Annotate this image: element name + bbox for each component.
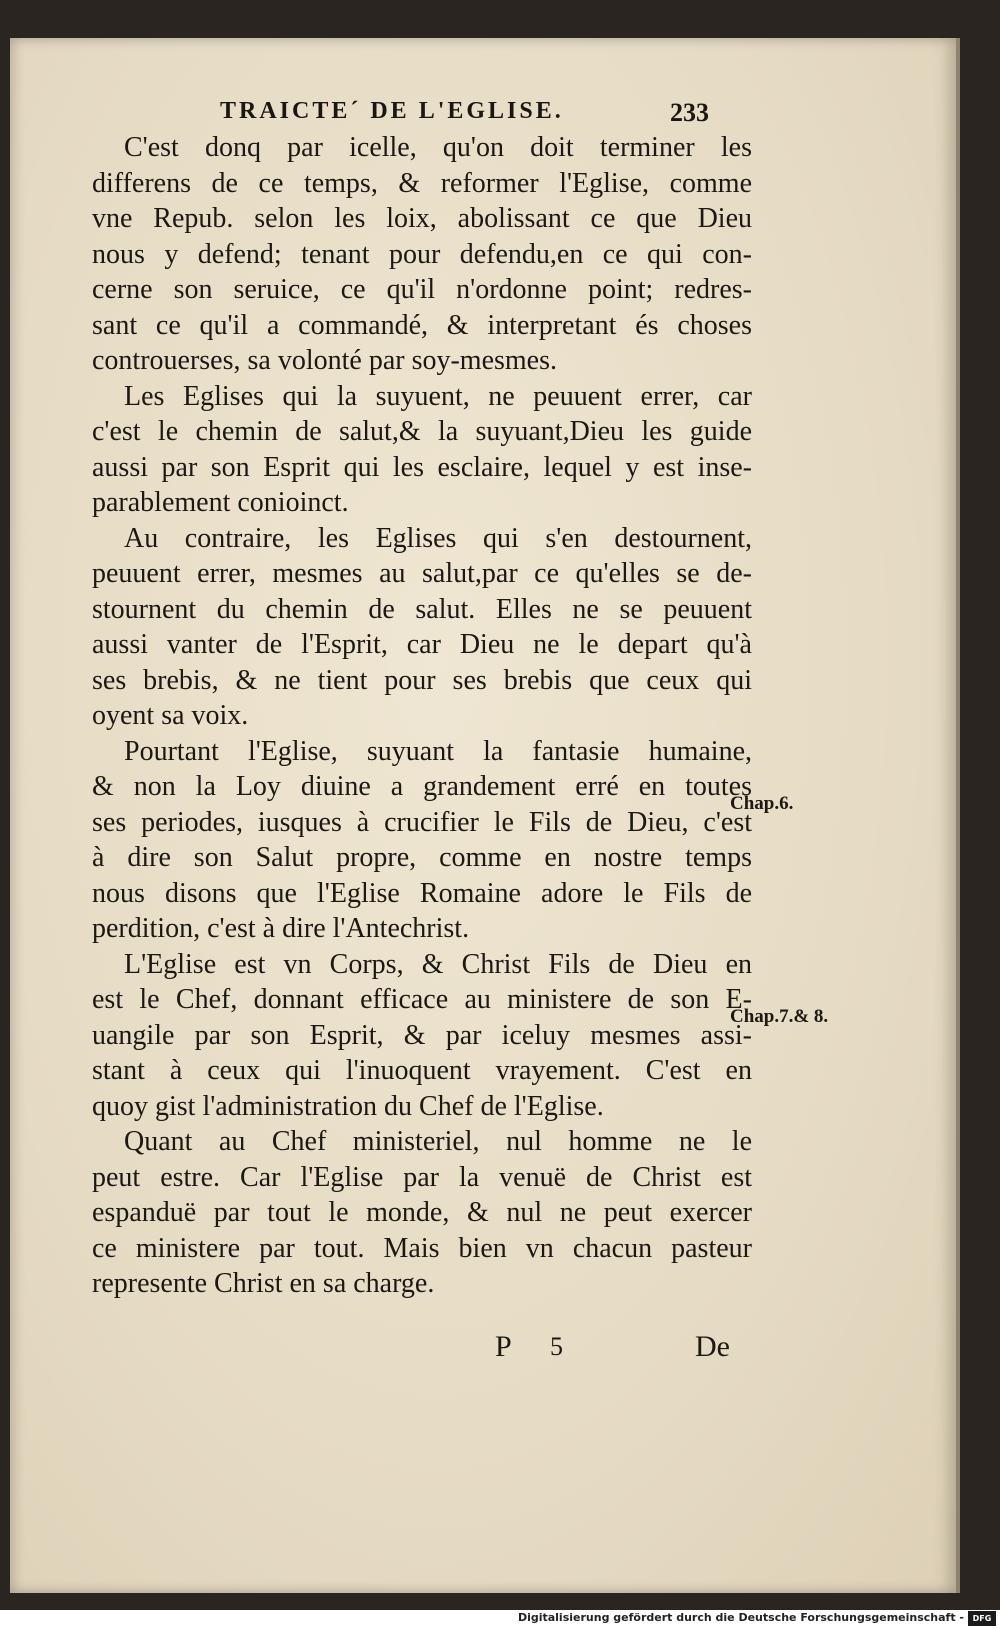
text-line: Quant au Chef ministeriel, nul homme ne le — [124, 1126, 752, 1157]
text-line: Au contraire, les Eglises qui s'en destournent, — [124, 522, 752, 554]
marginal-note: Chap.6. — [730, 793, 794, 814]
text-line: differens de ce temps, & reformer l'Eglise, comme — [92, 167, 752, 199]
credit-bar — [0, 1610, 1000, 1629]
text-line: L'Eglise est vn Corps, & Christ Fils de Dieu en — [124, 948, 752, 980]
text-line: oyent sa voix. — [92, 700, 249, 731]
digitization-credit: Digitalisierung gefördert durch die Deutsche Forschungsgemeinschaft - — [517, 1611, 964, 1624]
text-line: ce ministere par tout. Mais bien vn chacun pasteur — [92, 1232, 752, 1264]
text-line: peut estre. Car l'Eglise par la venuë de Christ est — [92, 1161, 752, 1193]
text-line: espanduë par tout le monde, & nul ne peut exercer — [92, 1197, 752, 1228]
signature-mark: P — [495, 1330, 512, 1363]
text-line: perdition, c'est à dire l'Antechrist. — [92, 913, 470, 944]
running-head: TRAICTE´ DE L'EGLISE. — [220, 98, 564, 124]
paragraph — [92, 1124, 752, 1302]
text-line: nous y defend; tenant pour defendu,en ce qui con- — [92, 238, 752, 270]
text-line: controuerses, sa volonté par soy-mesmes. — [92, 345, 557, 376]
paragraph — [92, 379, 752, 521]
text-line: quoy gist l'administration du Chef de l'Eglise. — [92, 1090, 604, 1122]
text-line: & non la Loy diuine a grandement erré en toutes — [92, 771, 752, 802]
paragraph — [92, 734, 752, 947]
text-line: aussi par son Esprit qui les esclaire, lequel y est inse- — [92, 451, 752, 483]
catchword: De — [695, 1330, 730, 1363]
paragraph — [92, 947, 752, 1125]
text-line: aussi vanter de l'Esprit, car Dieu ne le depart qu'à — [92, 629, 752, 660]
text-line: ses brebis, & ne tient pour ses brebis que ceux qui — [92, 664, 752, 696]
page-number: 233 — [670, 98, 709, 127]
marginal-note: Chap.7.& 8. — [730, 1006, 829, 1027]
text-line: stournent du chemin de salut. Elles ne se peuuent — [92, 593, 752, 625]
text-line: ses periodes, iusques à crucifier le Fils de Dieu, c'est — [92, 806, 752, 838]
paragraph — [92, 130, 752, 379]
text-line: parablement conioinct. — [92, 487, 349, 518]
dfg-logo-icon: DFG — [968, 1611, 996, 1626]
paragraph — [92, 521, 752, 734]
text-line: cerne son seruice, ce qu'il n'ordonne point; redres- — [92, 274, 752, 305]
text-line: peuuent errer, mesmes au salut,par ce qu'elles se de- — [92, 558, 752, 589]
text-line: c'est le chemin de salut,& la suyuant,Dieu les guide — [92, 416, 752, 447]
text-line: C'est donq par icelle, qu'on doit terminer les — [124, 132, 752, 163]
text-line: nous disons que l'Eglise Romaine adore le Fils de — [92, 877, 752, 909]
text-line: represente Christ en sa charge. — [92, 1268, 435, 1299]
body-text — [92, 130, 752, 1302]
signature-number: 5 — [550, 1332, 563, 1361]
text-line: uangile par son Esprit, & par iceluy mesmes assi- — [92, 1019, 752, 1051]
text-line: sant ce qu'il a commandé, & interpretant és choses — [92, 309, 752, 341]
text-line: à dire son Salut propre, comme en nostre temps — [92, 842, 752, 873]
text-line: stant à ceux qui l'inuoquent vrayement. C'est en — [92, 1055, 752, 1086]
text-line: Les Eglises qui la suyuent, ne peuuent errer, car — [124, 380, 752, 412]
text-line: vne Repub. selon les loix, abolissant ce que Dieu — [92, 203, 752, 234]
text-line: Pourtant l'Eglise, suyuant la fantasie humaine, — [124, 735, 752, 767]
text-line: est le Chef, donnant efficace au ministere de son E- — [92, 984, 752, 1015]
